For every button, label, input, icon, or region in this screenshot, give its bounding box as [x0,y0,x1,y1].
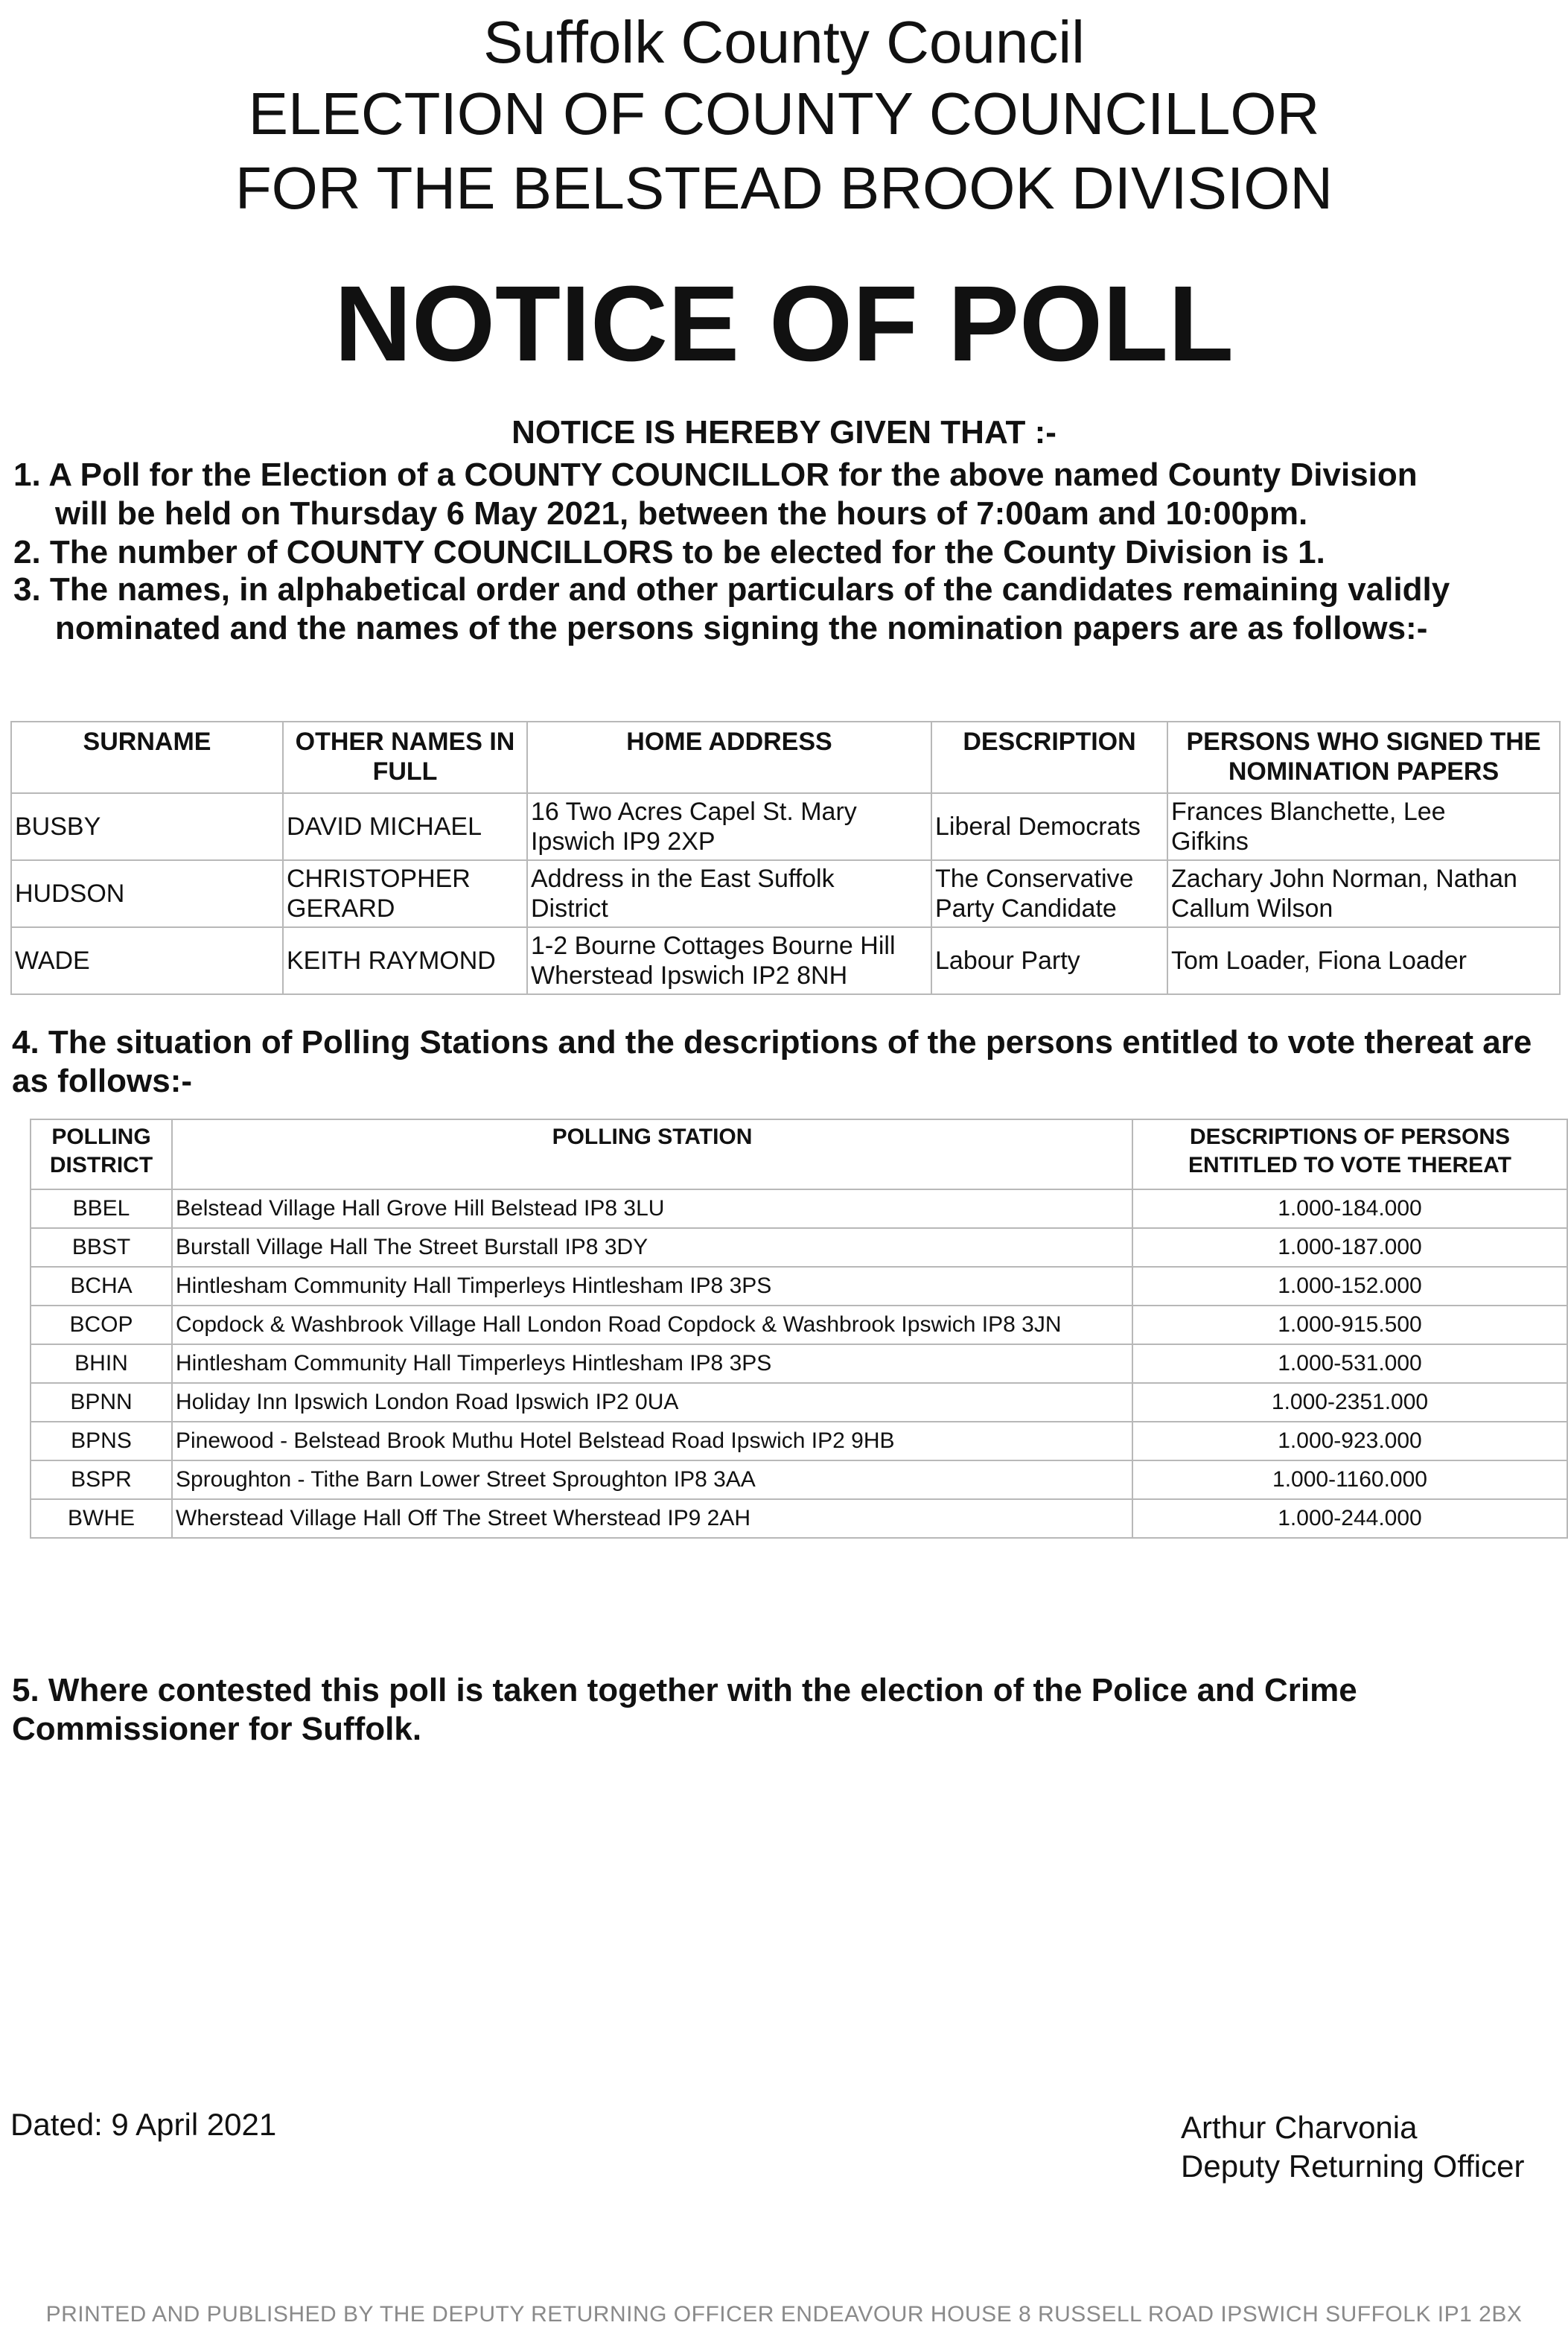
station-elector-range: 1.000-1160.000 [1132,1460,1567,1499]
election-title: ELECTION OF COUNTY COUNCILLOR [248,80,1320,147]
candidate-address: 1-2 Bourne Cottages Bourne Hill Wherstead Ipswich IP2 8NH [527,927,931,994]
candidate-signers: Zachary John Norman, Nathan Callum Wilson [1167,860,1560,927]
station-district: BHIN [31,1344,172,1383]
station-row [31,1189,1567,1228]
stations-header-row [31,1119,1567,1189]
station-name: Pinewood - Belstead Brook Muthu Hotel Belstead Road Ipswich IP2 9HB [172,1422,1132,1460]
station-name: Hintlesham Community Hall Timperleys Hintlesham IP8 3PS [172,1267,1132,1306]
entitled-persons-header: DESCRIPTIONS OF PERSONS ENTITLED TO VOTE THEREAT [1132,1119,1567,1189]
candidate-description: The Conservative Party Candidate [931,860,1167,927]
candidate-surname: BUSBY [11,793,283,860]
station-elector-range: 1.000-184.000 [1132,1189,1567,1228]
station-district: BPNS [31,1422,172,1460]
station-elector-range: 1.000-187.000 [1132,1228,1567,1267]
candidate-other-names: CHRISTOPHER GERARD [283,860,527,927]
station-elector-range: 1.000-244.000 [1132,1499,1567,1538]
station-row [31,1344,1567,1383]
paragraph-3-line-1: 3. The names, in alphabetical order and other particulars of the candidates remaining validly [13,571,1450,608]
candidate-description: Labour Party [931,927,1167,994]
station-row [31,1499,1567,1538]
station-row [31,1267,1567,1306]
station-name: Wherstead Village Hall Off The Street Wherstead IP9 2AH [172,1499,1132,1538]
other-names-header: OTHER NAMES IN FULL [283,722,527,793]
paragraph-4-line-1: 4. The situation of Polling Stations and the descriptions of the persons entitled to vote thereat are [12,1024,1532,1061]
notice-title: NOTICE OF POLL [334,264,1234,384]
candidate-row [11,860,1560,927]
imprint-footer: PRINTED AND PUBLISHED BY THE DEPUTY RETURNING OFFICER ENDEAVOUR HOUSE 8 RUSSELL ROAD IPSWICH SUFFOLK IP1 2BX [45,2302,1523,2327]
paragraph-5-line-2: Commissioner for Suffolk. [12,1711,422,1747]
station-name: Copdock & Washbrook Village Hall London Road Copdock & Washbrook Ipswich IP8 3JN [172,1306,1132,1344]
station-district: BPNN [31,1383,172,1422]
station-district: BBEL [31,1189,172,1228]
candidate-surname: HUDSON [11,860,283,927]
polling-stations-table [30,1119,1568,1539]
station-name: Sproughton - Tithe Barn Lower Street Sproughton IP8 3AA [172,1460,1132,1499]
station-name: Holiday Inn Ipswich London Road Ipswich IP2 0UA [172,1383,1132,1422]
paragraph-1-line-1: 1. A Poll for the Election of a COUNTY COUNCILLOR for the above named County Division [13,457,1418,493]
station-row [31,1306,1567,1344]
candidate-signers: Tom Loader, Fiona Loader [1167,927,1560,994]
candidate-address: Address in the East Suffolk District [527,860,931,927]
station-name: Burstall Village Hall The Street Burstall IP8 3DY [172,1228,1132,1267]
paragraph-2: 2. The number of COUNTY COUNCILLORS to be elected for the County Division is 1. [13,534,1325,570]
station-elector-range: 1.000-152.000 [1132,1267,1567,1306]
station-name: Belstead Village Hall Grove Hill Belstead IP8 3LU [172,1189,1132,1228]
station-row [31,1383,1567,1422]
description-header: DESCRIPTION [931,722,1167,793]
paragraph-1-line-2: will be held on Thursday 6 May 2021, between the hours of 7:00am and 10:00pm. [55,495,1308,532]
candidate-surname: WADE [11,927,283,994]
division-title: FOR THE BELSTEAD BROOK DIVISION [235,155,1333,221]
polling-station-header: POLLING STATION [172,1119,1132,1189]
station-district: BCOP [31,1306,172,1344]
candidate-signers: Frances Blanchette, Lee Gifkins [1167,793,1560,860]
council-name: Suffolk County Council [483,9,1085,75]
station-district: BWHE [31,1499,172,1538]
candidate-row [11,927,1560,994]
candidate-other-names: KEITH RAYMOND [283,927,527,994]
candidates-header-row [11,722,1560,793]
signers-header: PERSONS WHO SIGNED THE NOMINATION PAPERS [1167,722,1560,793]
candidate-description: Liberal Democrats [931,793,1167,860]
home-address-header: HOME ADDRESS [527,722,931,793]
surname-header: SURNAME [11,722,283,793]
candidate-address: 16 Two Acres Capel St. Mary Ipswich IP9 2XP [527,793,931,860]
paragraph-5-line-1: 5. Where contested this poll is taken together with the election of the Police and Crime [12,1672,1357,1708]
officer-name: Arthur Charvonia [1181,2110,1418,2145]
station-name: Hintlesham Community Hall Timperleys Hintlesham IP8 3PS [172,1344,1132,1383]
notice-given: NOTICE IS HEREBY GIVEN THAT :- [511,414,1057,451]
dated-line: Dated: 9 April 2021 [10,2107,277,2142]
station-elector-range: 1.000-2351.000 [1132,1383,1567,1422]
candidate-other-names: DAVID MICHAEL [283,793,527,860]
officer-role: Deputy Returning Officer [1181,2149,1525,2184]
paragraph-4-line-2: as follows:- [12,1063,193,1099]
station-elector-range: 1.000-923.000 [1132,1422,1567,1460]
station-row [31,1422,1567,1460]
station-district: BCHA [31,1267,172,1306]
station-elector-range: 1.000-915.500 [1132,1306,1567,1344]
candidates-table [10,721,1561,995]
paragraph-3-line-2: nominated and the names of the persons signing the nomination papers are as follows:- [55,610,1428,646]
station-row [31,1228,1567,1267]
candidate-row [11,793,1560,860]
station-district: BBST [31,1228,172,1267]
station-elector-range: 1.000-531.000 [1132,1344,1567,1383]
polling-district-header: POLLING DISTRICT [31,1119,172,1189]
station-district: BSPR [31,1460,172,1499]
station-row [31,1460,1567,1499]
